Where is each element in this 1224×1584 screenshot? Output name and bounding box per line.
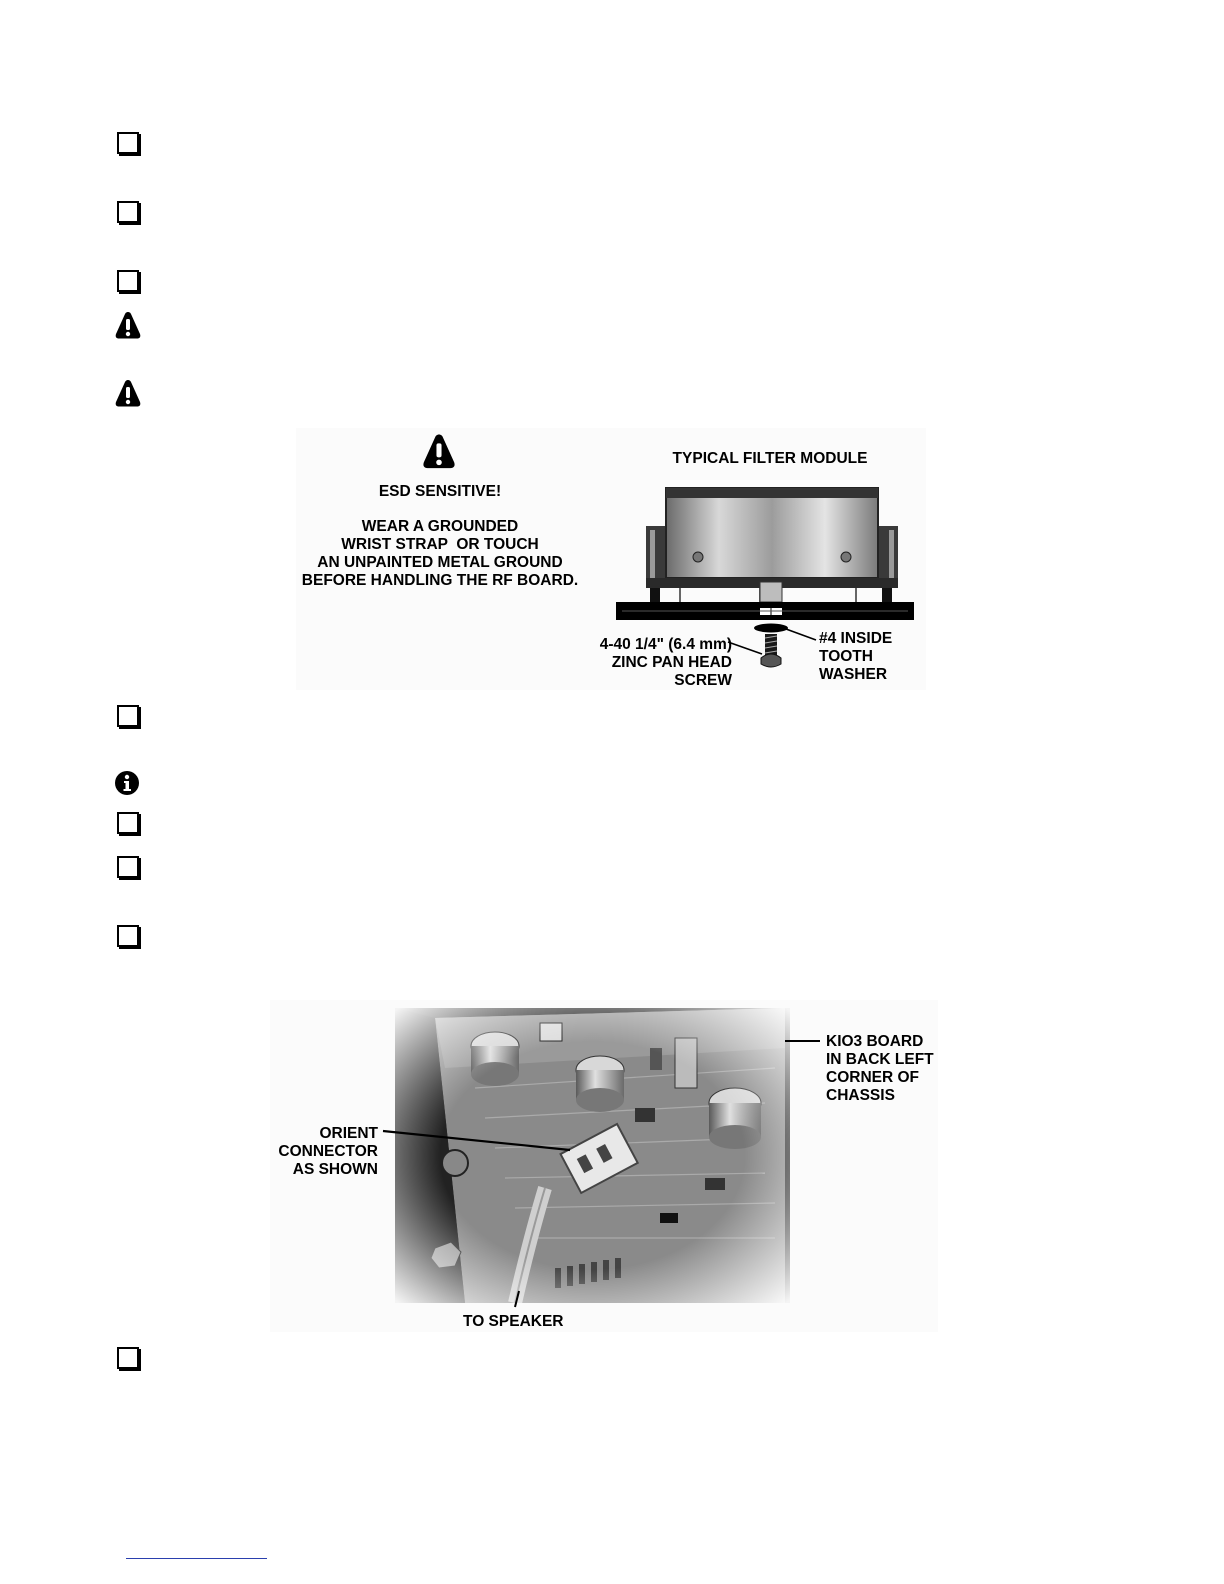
info-icon <box>114 770 140 796</box>
screw-label: 4-40 1/4" (6.4 mm) ZINC PAN HEAD SCREW <box>599 636 732 689</box>
washer-label: #4 INSIDE TOOTH WASHER <box>819 630 893 683</box>
to-speaker-label: TO SPEAKER <box>463 1313 564 1330</box>
step-checkbox-7[interactable] <box>117 925 139 947</box>
step-checkbox-3[interactable] <box>117 270 139 292</box>
esd-instructions: WEAR A GROUNDED WRIST STRAP OR TOUCH AN UNPAINTED METAL GROUND BEFORE HANDLING THE RF BOARD. <box>301 518 579 589</box>
orient-connector-label: ORIENT CONNECTOR AS SHOWN <box>278 1125 378 1178</box>
kio3-board-label: KIO3 BOARD IN BACK LEFT CORNER OF CHASSIS <box>826 1033 934 1104</box>
warning-icon <box>113 310 143 340</box>
kio3-board-photo <box>395 1008 790 1303</box>
step-checkbox-5[interactable] <box>117 812 139 834</box>
step-checkbox-2[interactable] <box>117 201 139 223</box>
footnote-rule <box>126 1558 267 1559</box>
step-checkbox-4[interactable] <box>117 705 139 727</box>
step-checkbox-8[interactable] <box>117 1347 139 1369</box>
step-checkbox-1[interactable] <box>117 132 139 154</box>
warning-icon <box>113 378 143 408</box>
step-checkbox-6[interactable] <box>117 856 139 878</box>
filter-figure-title: TYPICAL FILTER MODULE <box>672 450 868 467</box>
esd-title: ESD SENSITIVE! <box>378 483 502 500</box>
warning-icon <box>420 432 458 470</box>
